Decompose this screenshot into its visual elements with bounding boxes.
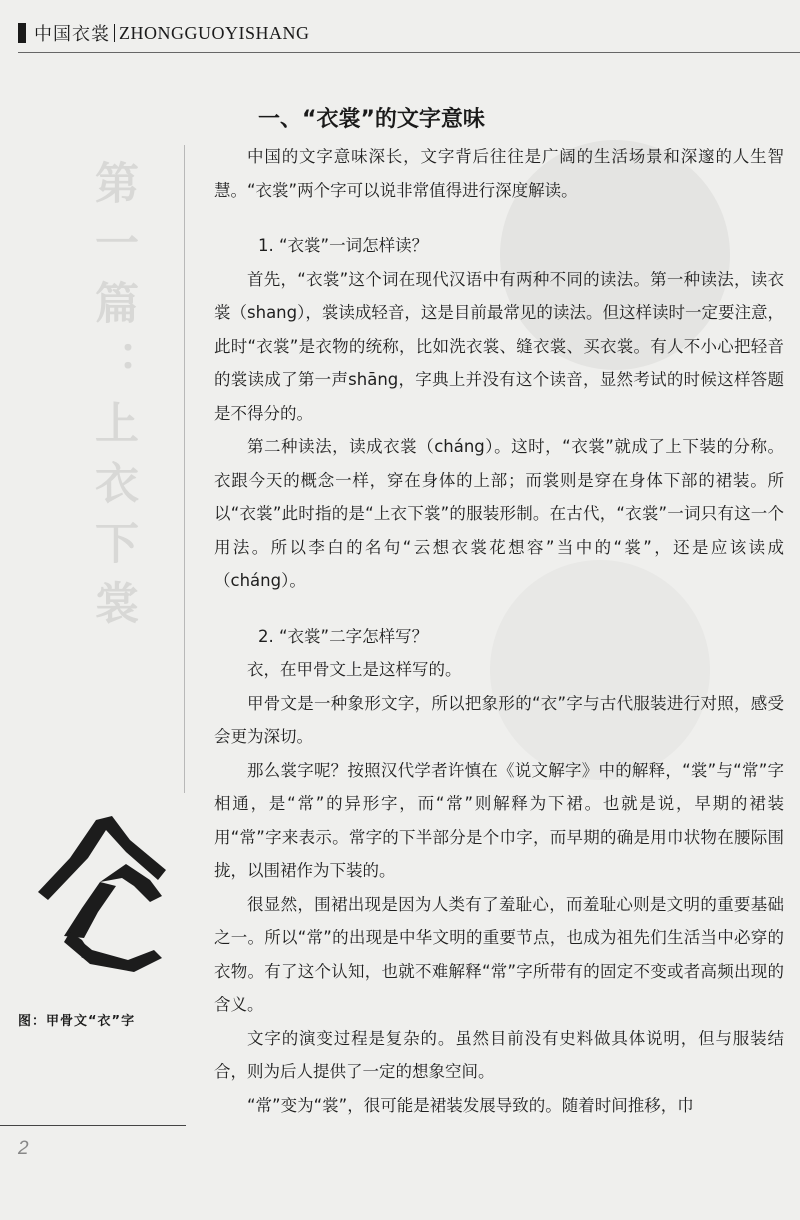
paragraph: 文字的演变过程是复杂的。虽然目前没有史料做具体说明，但与服装结合，则为后人提供了一定的想象空间。 [214,1028,784,1081]
footer-rule [0,1125,186,1126]
page-number: 2 [18,1138,29,1159]
subsection-title-1: 1. “衣裳”一词怎样读？ [258,236,429,255]
section-title: 一、“衣裳”的文字意味 [258,107,485,132]
header-title-en: ZHONGGUOYISHANG [119,22,310,43]
paragraph: 首先，“衣裳”这个词在现代汉语中有两种不同的读法。第一种读法，读衣裳（shang），裳读成轻音，这是目前最常见的读法。但这样读时一定要注意，此时“衣裳”是衣物的统称，比如洗衣裳、缝衣裳、买衣裳。有人不小心把轻音的裳读成了第一声shāng，字典上并没有这个读音，显然考试的时候这样答题是不得分的。 [214,269,784,423]
running-header [18,22,310,44]
subsection-title-2: 2. “衣裳”二字怎样写？ [258,626,429,646]
oracle-bone-yi-glyph [30,800,180,985]
header-bar [18,23,26,43]
header-rule [18,52,800,53]
header-separator [114,24,115,42]
intro-paragraph: 中国的文字意味深长，文字背后往往是广阔的生活场景和深邃的人生智慧。“衣裳”两个字可以说非常值得进行深度解读。 [214,147,784,200]
header-title-cn: 中国衣裳 [34,24,110,45]
sidebar-divider [184,145,185,793]
paragraph: 很显然，围裙出现是因为人类有了羞耻心，而羞耻心则是文明的重要基础之一。所以“常”的出现是中华文明的重要节点，也成为祖先们生活当中必穿的衣物。有了这个认知，也就不难解释“常”字所带有的固定不变或者高频出现的含义。 [214,894,784,1014]
paragraph: 那么裳字呢？按照汉代学者许慎在《说文解字》中的解释，“裳”与“常”字相通，是“常”的异形字，而“常”则解释为下裙。也就是说，早期的裙装用“常”字来表示。常字的下半部分是个巾字，而早期的确是用巾状物在腰际围拢，以围裙作为下装的。 [214,760,784,880]
figure-caption: 图：甲骨文“衣”字 [18,1014,136,1029]
paragraph: “常”变为“裳”，很可能是裙装发展导致的。随着时间推移，巾 [247,1095,694,1115]
paragraph: 衣，在甲骨文上是这样写的。 [247,660,462,679]
paragraph: 甲骨文是一种象形文字，所以把象形的“衣”字与古代服装进行对照，感受会更为深切。 [214,693,784,746]
main-text [214,100,784,1122]
chapter-vertical-title: 第一篇：上衣下裳 [87,160,138,640]
paragraph: 第二种读法，读成衣裳（cháng）。这时，“衣裳”就成了上下装的分称。衣跟今天的概念一样，穿在身体的上部；而裳则是穿在身体下部的裙装。所以“衣裳”此时指的是“上衣下裳”的服装形制。在古代，“衣裳”一词只有这一个用法。所以李白的名句“云想衣裳花想容”当中的“裳”，还是应该读成（cháng）。 [214,437,784,590]
